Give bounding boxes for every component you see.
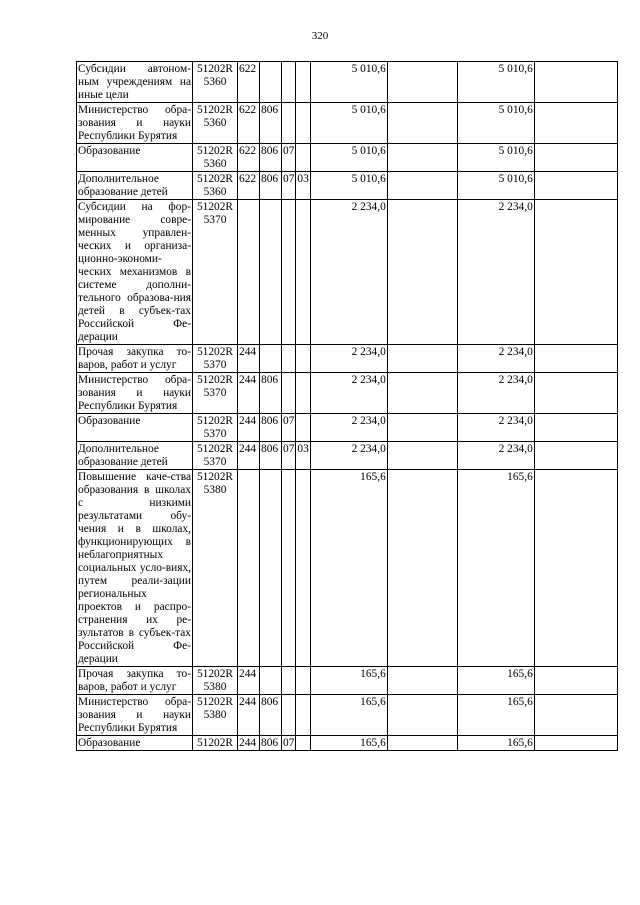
row-name-cell: Министерство обра-зования и науки Республики Бурятия xyxy=(78,374,191,412)
amount-column-2-cell xyxy=(387,736,457,751)
amount-column-2-cell xyxy=(387,470,457,667)
section-cell xyxy=(282,62,296,103)
target-code-cell xyxy=(193,200,238,345)
table-row xyxy=(77,345,618,373)
section-cell xyxy=(282,345,296,373)
expense-type-cell: 622 xyxy=(238,62,260,103)
amount-column-4-cell xyxy=(534,200,617,345)
amount-total-cell: 165,6 xyxy=(310,736,387,751)
table-row xyxy=(77,200,618,345)
amount-column-3-cell: 2 234,0 xyxy=(457,442,534,470)
target-code-line-2: 5370 xyxy=(203,428,227,440)
ministry-code-cell xyxy=(260,470,282,667)
section-cell xyxy=(282,200,296,345)
expense-type-cell: 244 xyxy=(238,373,260,414)
target-code-line-2: 5370 xyxy=(203,214,227,226)
expense-type-cell: 622 xyxy=(238,144,260,172)
amount-total-cell: 2 234,0 xyxy=(310,373,387,414)
amount-column-3-cell: 2 234,0 xyxy=(457,200,534,345)
amount-column-3-cell: 2 234,0 xyxy=(457,373,534,414)
amount-column-2-cell xyxy=(387,200,457,345)
target-code-line-1: 51202R xyxy=(196,471,234,483)
section-cell: 07 xyxy=(283,737,295,749)
amount-total-cell: 2 234,0 xyxy=(310,414,387,442)
budget-table-body xyxy=(77,62,618,751)
target-code-cell xyxy=(193,442,238,470)
section-cell xyxy=(282,103,296,144)
amount-total-cell: 5 010,6 xyxy=(310,172,387,200)
target-code-cell xyxy=(193,103,238,144)
target-code-line-2: 5370 xyxy=(203,387,227,399)
ministry-code-cell: 806 xyxy=(260,144,282,172)
amount-column-2-cell xyxy=(387,373,457,414)
amount-column-3-cell: 5 010,6 xyxy=(457,103,534,144)
target-code-cell xyxy=(193,144,238,172)
subsection-cell xyxy=(296,695,310,736)
ministry-code-cell xyxy=(260,667,282,695)
expense-type-cell xyxy=(238,200,260,345)
target-code-cell xyxy=(193,695,238,736)
section-cell: 07 xyxy=(282,172,296,200)
target-code-line-2: 5360 xyxy=(203,158,227,170)
target-code-line-2: 5380 xyxy=(203,681,227,693)
table-row xyxy=(77,103,618,144)
target-code-line-1: 51202R xyxy=(196,63,234,75)
target-code-line-1: 51202R xyxy=(196,668,234,680)
target-code-cell xyxy=(193,373,238,414)
target-code-line-1: 51202R xyxy=(196,201,234,213)
subsection-cell: 03 xyxy=(296,442,310,470)
amount-column-4-cell xyxy=(534,414,617,442)
subsection-cell xyxy=(296,200,310,345)
table-row xyxy=(77,373,618,414)
row-name-cell: Дополнительное образование детей xyxy=(77,442,193,470)
amount-column-4-cell xyxy=(534,62,617,103)
target-code-line-2: 5380 xyxy=(203,709,227,721)
subsection-cell xyxy=(296,414,310,442)
subsection-cell xyxy=(296,736,310,751)
subsection-cell xyxy=(296,470,310,667)
subsection-cell: 03 xyxy=(296,172,310,200)
table-row xyxy=(77,172,618,200)
ministry-code-cell xyxy=(260,62,282,103)
amount-column-2-cell xyxy=(387,695,457,736)
table-row xyxy=(77,414,618,442)
amount-column-2-cell xyxy=(387,103,457,144)
row-name-cell: Министерство обра-зования и науки Республики Бурятия xyxy=(78,104,191,142)
amount-column-4-cell xyxy=(534,172,617,200)
target-code-line-2: 5360 xyxy=(203,186,227,198)
subsection-cell xyxy=(296,62,310,103)
ministry-code-cell: 806 xyxy=(260,103,282,144)
expense-type-cell: 244 xyxy=(238,345,260,373)
table-row xyxy=(77,62,618,103)
table-row xyxy=(77,695,618,736)
amount-column-3-cell: 5 010,6 xyxy=(457,62,534,103)
target-code-line-2: 5370 xyxy=(203,456,227,468)
row-name-cell: Прочая закупка то-варов, работ и услуг xyxy=(78,668,191,693)
expense-type-cell: 244 xyxy=(238,414,260,442)
amount-total-cell: 165,6 xyxy=(310,667,387,695)
target-code-cell xyxy=(193,62,238,103)
target-code-line-1: 51202R xyxy=(196,346,234,358)
target-code-cell xyxy=(193,736,238,751)
expense-type-cell: 244 xyxy=(238,442,260,470)
table-row xyxy=(77,470,618,667)
target-code-line-1: 51202R xyxy=(196,737,234,749)
amount-column-2-cell xyxy=(387,62,457,103)
ministry-code-cell xyxy=(260,200,282,345)
section-cell xyxy=(282,667,296,695)
amount-column-4-cell xyxy=(534,144,617,172)
target-code-cell xyxy=(193,667,238,695)
expense-type-cell: 622 xyxy=(238,172,260,200)
row-name-cell: Образование xyxy=(77,736,193,751)
page-number: 320 xyxy=(311,30,329,42)
amount-column-2-cell xyxy=(387,345,457,373)
amount-column-3-cell: 2 234,0 xyxy=(457,345,534,373)
amount-column-3-cell: 2 234,0 xyxy=(457,414,534,442)
row-name-cell: Образование xyxy=(77,414,193,442)
section-cell xyxy=(282,373,296,414)
amount-column-3-cell: 5 010,6 xyxy=(457,144,534,172)
ministry-code-cell: 806 xyxy=(260,442,282,470)
amount-column-4-cell xyxy=(534,442,617,470)
amount-total-cell: 2 234,0 xyxy=(310,200,387,345)
amount-column-3-cell: 165,6 xyxy=(457,695,534,736)
amount-column-2-cell xyxy=(387,144,457,172)
amount-column-4-cell xyxy=(534,345,617,373)
row-name-cell: Образование xyxy=(77,144,193,172)
expense-type-cell xyxy=(238,470,260,667)
target-code-line-2: 5370 xyxy=(203,359,227,371)
table-row xyxy=(77,736,618,751)
amount-column-3-cell: 165,6 xyxy=(457,667,534,695)
subsection-cell xyxy=(296,373,310,414)
table-row xyxy=(77,144,618,172)
ministry-code-cell: 806 xyxy=(260,695,282,736)
row-name-cell: Министерство обра-зования и науки Республики Бурятия xyxy=(78,696,191,734)
subsection-cell xyxy=(296,103,310,144)
row-name-cell: Повышение каче-ства образования в школах с низкими результатами обу-чения и в школах, функционирующих в неблагоприятных социальных усло-виях, путем реали-зации региональных проектов и распро-странения их ре-зультатов в субъек-тах Российской Фе-дерации xyxy=(78,471,191,665)
target-code-line-1: 51202R xyxy=(196,374,234,386)
amount-column-3-cell: 165,6 xyxy=(457,736,534,751)
section-cell: 07 xyxy=(282,144,296,172)
target-code-line-1: 51202R xyxy=(196,145,234,157)
target-code-cell xyxy=(193,414,238,442)
amount-column-4-cell xyxy=(534,103,617,144)
amount-column-4-cell xyxy=(534,373,617,414)
ministry-code-cell: 806 xyxy=(260,414,282,442)
amount-column-3-cell: 5 010,6 xyxy=(457,172,534,200)
target-code-line-2: 5360 xyxy=(203,117,227,129)
amount-total-cell: 5 010,6 xyxy=(310,103,387,144)
amount-column-4-cell xyxy=(534,470,617,667)
amount-total-cell: 2 234,0 xyxy=(310,345,387,373)
amount-column-2-cell xyxy=(387,414,457,442)
target-code-line-1: 51202R xyxy=(196,415,234,427)
table-row xyxy=(77,442,618,470)
amount-column-2-cell xyxy=(387,442,457,470)
budget-table xyxy=(76,61,618,751)
subsection-cell xyxy=(296,144,310,172)
target-code-cell xyxy=(193,470,238,667)
amount-total-cell: 165,6 xyxy=(310,695,387,736)
expense-type-cell: 244 xyxy=(238,736,260,751)
amount-column-4-cell xyxy=(534,736,617,751)
section-cell xyxy=(282,695,296,736)
ministry-code-cell: 806 xyxy=(260,736,282,751)
row-name-cell: Дополнительное образование детей xyxy=(77,172,193,200)
row-name-cell: Субсидии на фор-мирование совре-менных управлен-ческих и организа-ционно-экономи-ческих механизмов в системе дополни-тельного образова-ния детей в субъек-тах Российской Фе-дерации xyxy=(78,201,191,343)
amount-column-2-cell xyxy=(387,667,457,695)
amount-total-cell: 165,6 xyxy=(310,470,387,667)
target-code-line-1: 51202R xyxy=(196,173,234,185)
amount-column-4-cell xyxy=(534,695,617,736)
expense-type-cell: 622 xyxy=(238,103,260,144)
section-cell: 07 xyxy=(282,414,296,442)
section-cell xyxy=(282,470,296,667)
ministry-code-cell xyxy=(260,345,282,373)
row-name-cell: Прочая закупка то-варов, работ и услуг xyxy=(78,346,191,371)
expense-type-cell: 244 xyxy=(238,695,260,736)
target-code-line-2: 5360 xyxy=(203,76,227,88)
target-code-cell xyxy=(193,172,238,200)
target-code-line-1: 51202R xyxy=(196,696,234,708)
section-cell: 07 xyxy=(282,442,296,470)
target-code-line-1: 51202R xyxy=(196,443,234,455)
subsection-cell xyxy=(296,667,310,695)
target-code-cell xyxy=(193,345,238,373)
target-code-line-1: 51202R xyxy=(196,104,234,116)
target-code-line-2: 5380 xyxy=(203,484,227,496)
row-name-cell: Субсидии автоном-ным учреждениям на иные цели xyxy=(78,63,191,101)
ministry-code-cell: 806 xyxy=(260,172,282,200)
table-row xyxy=(77,667,618,695)
amount-total-cell: 5 010,6 xyxy=(310,144,387,172)
subsection-cell xyxy=(296,345,310,373)
ministry-code-cell: 806 xyxy=(260,373,282,414)
amount-total-cell: 2 234,0 xyxy=(310,442,387,470)
expense-type-cell: 244 xyxy=(238,667,260,695)
amount-total-cell: 5 010,6 xyxy=(310,62,387,103)
amount-column-3-cell: 165,6 xyxy=(457,470,534,667)
amount-column-2-cell xyxy=(387,172,457,200)
amount-column-4-cell xyxy=(534,667,617,695)
